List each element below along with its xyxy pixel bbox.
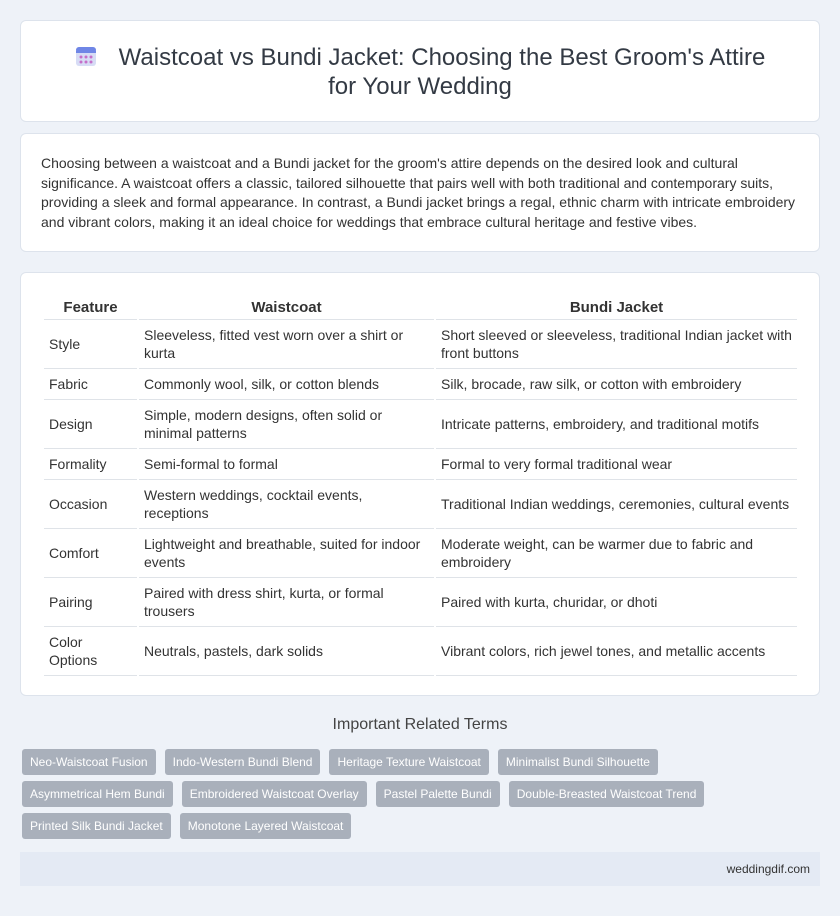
cell-feature: Comfort [44, 529, 137, 578]
page-title [61, 43, 779, 101]
cell-bundi: Formal to very formal traditional wear [436, 449, 797, 480]
cell-bundi: Intricate patterns, embroidery, and traditional motifs [436, 400, 797, 449]
table-row [44, 627, 797, 676]
related-tag[interactable]: Monotone Layered Waistcoat [180, 813, 352, 839]
cell-bundi: Vibrant colors, rich jewel tones, and metallic accents [436, 627, 797, 676]
table-row [44, 480, 797, 529]
cell-waistcoat: Paired with dress shirt, kurta, or formal trousers [139, 578, 434, 627]
table-row [44, 400, 797, 449]
related-tag[interactable]: Neo-Waistcoat Fusion [22, 749, 156, 775]
footer-bar [20, 852, 820, 886]
table-row [44, 449, 797, 480]
header-waistcoat: Waistcoat [139, 294, 434, 320]
cell-feature: Occasion [44, 480, 137, 529]
page-title-text: Waistcoat vs Bundi Jacket: Choosing the Best Groom's Attire for Your Wedding [118, 44, 766, 100]
cell-feature: Style [44, 320, 137, 369]
cell-bundi: Traditional Indian weddings, ceremonies, cultural events [436, 480, 797, 529]
cell-feature: Design [44, 400, 137, 449]
calendar-icon [75, 45, 97, 67]
related-tag[interactable]: Asymmetrical Hem Bundi [22, 781, 173, 807]
header-feature: Feature [44, 294, 137, 320]
cell-waistcoat: Sleeveless, fitted vest worn over a shirt or kurta [139, 320, 434, 369]
table-row [44, 369, 797, 400]
related-tag[interactable]: Indo-Western Bundi Blend [165, 749, 321, 775]
table-row [44, 320, 797, 369]
page-title-wrap [61, 43, 779, 101]
title-card [20, 20, 820, 122]
table-row [44, 578, 797, 627]
table-header-row [44, 294, 797, 320]
cell-waistcoat: Lightweight and breathable, suited for indoor events [139, 529, 434, 578]
intro-card [20, 133, 820, 252]
cell-feature: Color Options [44, 627, 137, 676]
related-tag[interactable]: Minimalist Bundi Silhouette [498, 749, 658, 775]
related-terms-tags [22, 749, 822, 845]
cell-bundi: Short sleeved or sleeveless, traditional Indian jacket with front buttons [436, 320, 797, 369]
table-row [44, 529, 797, 578]
cell-feature: Pairing [44, 578, 137, 627]
related-terms-heading: Important Related Terms [332, 716, 508, 733]
cell-waistcoat: Semi-formal to formal [139, 449, 434, 480]
cell-bundi: Moderate weight, can be warmer due to fabric and embroidery [436, 529, 797, 578]
cell-waistcoat: Neutrals, pastels, dark solids [139, 627, 434, 676]
related-tag[interactable]: Pastel Palette Bundi [376, 781, 500, 807]
footer-site-name[interactable]: weddingdif.com [726, 862, 810, 876]
cell-waistcoat: Commonly wool, silk, or cotton blends [139, 369, 434, 400]
cell-bundi: Paired with kurta, churidar, or dhoti [436, 578, 797, 627]
related-tag[interactable]: Double-Breasted Waistcoat Trend [509, 781, 705, 807]
cell-feature: Formality [44, 449, 137, 480]
related-tag[interactable]: Heritage Texture Waistcoat [329, 749, 488, 775]
header-bundi-jacket: Bundi Jacket [436, 294, 797, 320]
cell-bundi: Silk, brocade, raw silk, or cotton with embroidery [436, 369, 797, 400]
comparison-card [20, 272, 820, 696]
related-tag[interactable]: Embroidered Waistcoat Overlay [182, 781, 367, 807]
related-tag[interactable]: Printed Silk Bundi Jacket [22, 813, 171, 839]
intro-paragraph: Choosing between a waistcoat and a Bundi jacket for the groom's attire depends on the desired look and cultural significance. A waistcoat offers a classic, tailored silhouette that pairs well with both traditional and contemporary suits, providing a sleek and formal appearance. In contrast, a Bundi jacket brings a regal, ethnic charm with intricate embroidery and vibrant colors, making it an ideal choice for weddings that embrace cultural heritage and festive vibes. [41, 155, 796, 230]
cell-waistcoat: Western weddings, cocktail events, receptions [139, 480, 434, 529]
comparison-table [42, 294, 799, 676]
cell-waistcoat: Simple, modern designs, often solid or minimal patterns [139, 400, 434, 449]
cell-feature: Fabric [44, 369, 137, 400]
